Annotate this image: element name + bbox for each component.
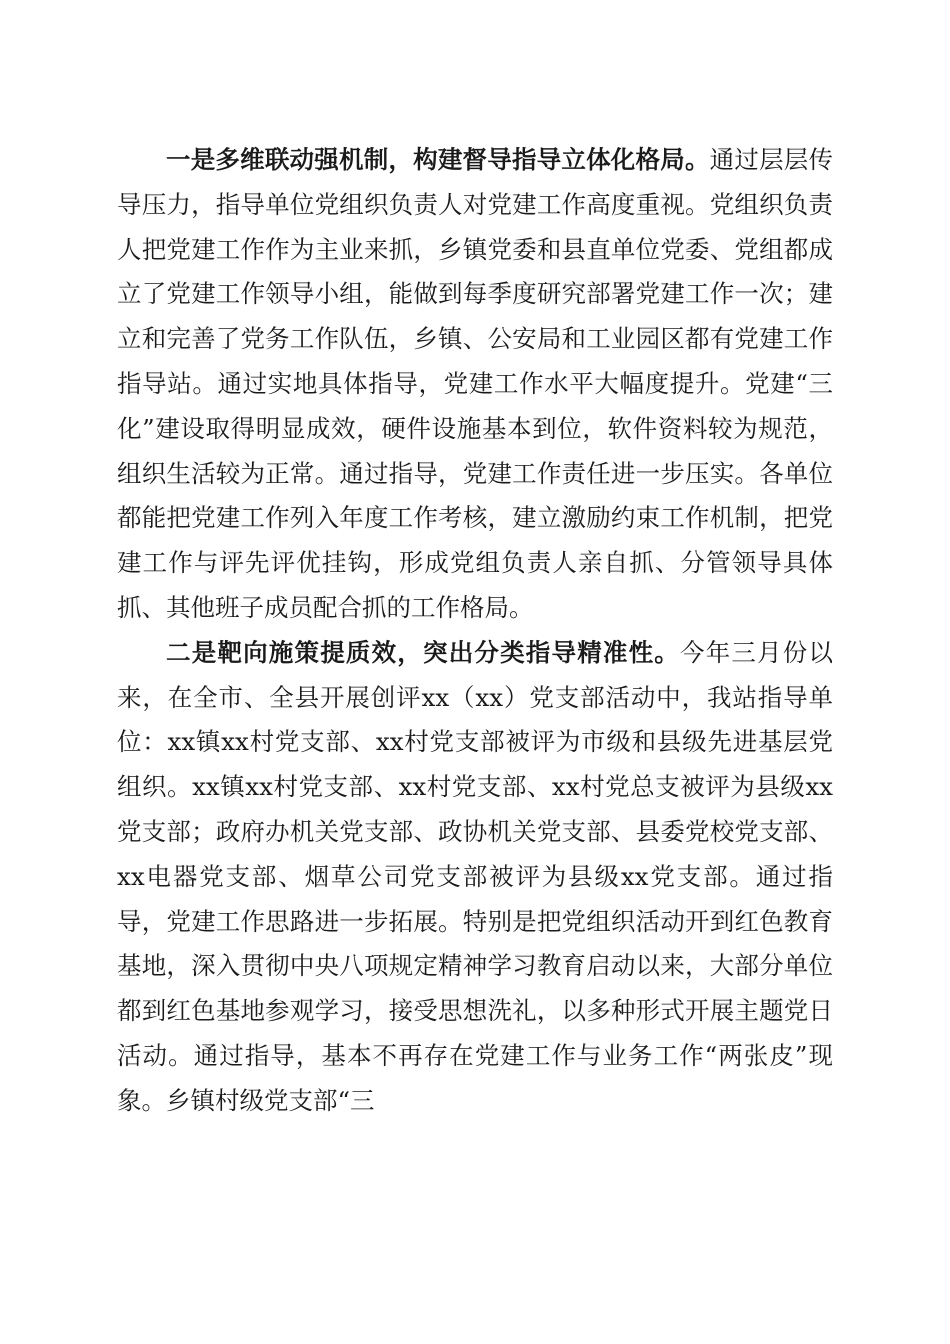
- document-body: [117, 138, 833, 1124]
- paragraph-1-body: 通过层层传导压力，指导单位党组织负责人对党建工作高度重视。党组织负责人把党建工作作为主业来抓，乡镇党委和县直单位党委、党组都成立了党建工作领导小组，能做到每季度研究部署党建工作一次；建立和完善了党务工作队伍，乡镇、公安局和工业园区都有党建工作指导站。通过实地具体指导，党建工作水平大幅度提升。党建“三化”建设取得明显成效，硬件设施基本到位，软件资料较为规范，组织生活较为正常。通过指导，党建工作责任进一步压实。各单位都能把党建工作列入年度工作考核，建立激励约束工作机制，把党建工作与评先评优挂钩，形成党组负责人亲自抓、分管领导具体抓、其他班子成员配合抓的工作格局。: [117, 145, 834, 622]
- paragraph-1: [117, 138, 833, 631]
- paragraph-2: [117, 631, 833, 1124]
- paragraph-2-lead: 二是靶向施策提质效，突出分类指导精准性。: [166, 637, 680, 667]
- paragraph-1-lead: 一是多维联动强机制，构建督导指导立体化格局。: [166, 145, 710, 174]
- paragraph-2-body: 今年三月份以来，在全市、全县开展创评xx（xx）党支部活动中，我站指导单位：xx镇xx村党支部、xx村党支部被评为市级和县级先进基层党组织。xx镇xx村党支部、xx村党支部、xx村党总支被评为县级xx党支部；政府办机关党支部、政协机关党支部、县委党校党支部、xx电器党支部、烟草公司党支部被评为县级xx党支部。通过指导，党建工作思路进一步拓展。特别是把党组织活动开到红色教育基地，深入贯彻中央八项规定精神学习教育启动以来，大部分单位都到红色基地参观学习，接受思想洗礼，以多种形式开展主题党日活动。通过指导，基本不再存在党建工作与业务工作“两张皮”现象。乡镇村级党支部“三: [117, 637, 833, 1115]
